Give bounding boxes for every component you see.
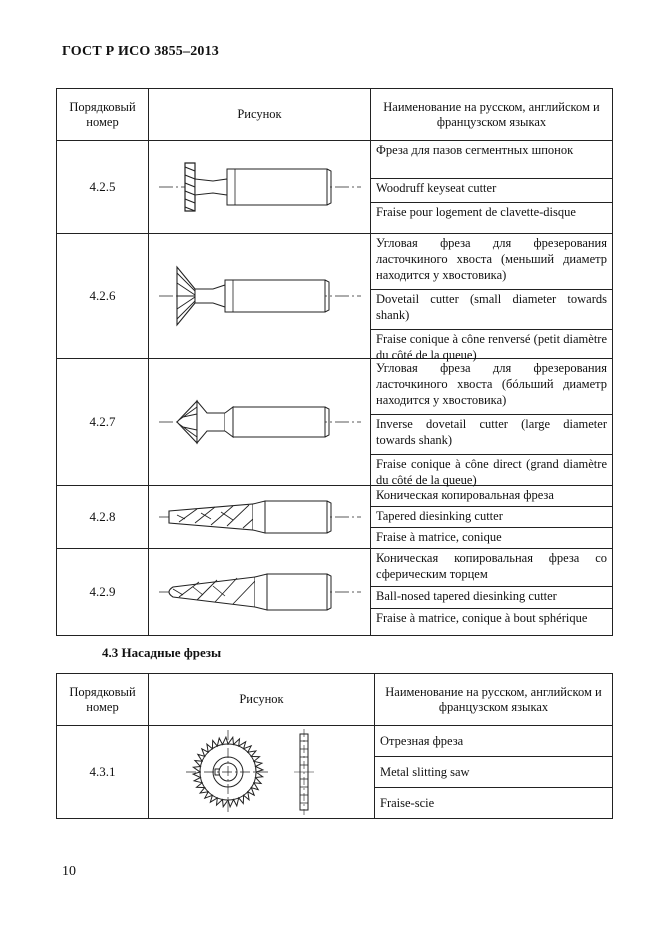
- figure-cell: [149, 234, 371, 359]
- name-cell: [371, 359, 613, 486]
- column-header-name: Наименование на русском, английском и французском языках: [375, 674, 613, 726]
- figure-cell: [149, 141, 371, 234]
- table-header-row: [57, 674, 613, 726]
- column-header-number: Порядковый номер: [57, 674, 149, 726]
- table-row: [57, 726, 613, 819]
- name-en: Tapered diesinking cutter: [371, 507, 612, 528]
- slitting-saw-icon: [162, 729, 362, 815]
- row-number: 4.2.5: [57, 141, 149, 234]
- column-header-figure: Рисунок: [149, 674, 375, 726]
- tapered-diesinking-cutter-icon: [155, 495, 365, 539]
- dovetail-cutter-icon: [155, 261, 365, 331]
- table-row: [57, 234, 613, 359]
- table-header-row: [57, 89, 613, 141]
- name-en: Ball-nosed tapered diesinking cutter: [371, 587, 612, 609]
- name-fr: Fraise à matrice, conique: [376, 530, 502, 544]
- name-fr: Fraise pour logement de clavette-disque: [376, 205, 576, 219]
- name-cell: [375, 726, 613, 819]
- row-number: 4.2.8: [57, 486, 149, 549]
- section-title: 4.3 Насадные фрезы: [102, 645, 222, 660]
- name-ru: Угловая фреза для фрезерования ласточкиного хвоста (меньший диаметр находится у хвостовика): [371, 234, 612, 290]
- name-en: Inverse dovetail cutter (large diameter towards shank): [371, 415, 612, 455]
- row-number: 4.3.1: [57, 726, 149, 819]
- name-fr: Fraise à matrice, conique à bout sphérique: [376, 611, 588, 625]
- document-header: ГОСТ Р ИСО 3855–2013: [62, 44, 220, 59]
- name-cell: [371, 141, 613, 234]
- row-number: 4.2.6: [57, 234, 149, 359]
- table-row: [57, 486, 613, 549]
- page-number: 10: [62, 864, 76, 879]
- column-header-number: Порядковый номер: [57, 89, 149, 141]
- row-number: 4.2.7: [57, 359, 149, 486]
- name-cell: [371, 486, 613, 549]
- name-en: Dovetail cutter (small diameter towards shank): [371, 290, 612, 330]
- name-ru: Отрезная фреза: [375, 726, 612, 757]
- name-ru: Коническая копировальная фреза: [371, 486, 612, 507]
- inverse-dovetail-cutter-icon: [155, 387, 365, 457]
- name-fr: Fraise conique à cône renversé (petit diamètre du côté de la queue): [376, 332, 607, 362]
- name-ru: Коническая копировальная фреза со сферическим торцем: [371, 549, 612, 587]
- name-cell: [371, 234, 613, 362]
- name-ru: Угловая фреза для фрезерования ласточкиного хвоста (бóльший диаметр находится у хвостовика): [371, 359, 612, 415]
- ball-nosed-cutter-icon: [155, 567, 365, 617]
- figure-cell: [149, 549, 371, 636]
- woodruff-cutter-icon: [155, 157, 365, 217]
- tools-table-1: [56, 88, 613, 636]
- name-fr: Fraise-scie: [380, 795, 435, 810]
- row-number: 4.2.9: [57, 549, 149, 636]
- name-en: Woodruff keyseat cutter: [371, 179, 612, 203]
- table-row: [57, 141, 613, 234]
- name-fr: Fraise conique à cône direct (grand diamètre du côté de la queue): [376, 457, 607, 487]
- column-header-name: Наименование на русском, английском и французском языках: [371, 89, 613, 141]
- figure-cell: [149, 726, 375, 819]
- name-ru: Фреза для пазов сегментных шпонок: [371, 141, 612, 179]
- name-en: Metal slitting saw: [375, 757, 612, 788]
- tools-table-2: [56, 673, 613, 819]
- table-row: [57, 359, 613, 486]
- figure-cell: [149, 359, 371, 486]
- figure-cell: [149, 486, 371, 549]
- name-cell: [371, 549, 613, 636]
- column-header-figure: Рисунок: [149, 89, 371, 141]
- table-row: [57, 549, 613, 636]
